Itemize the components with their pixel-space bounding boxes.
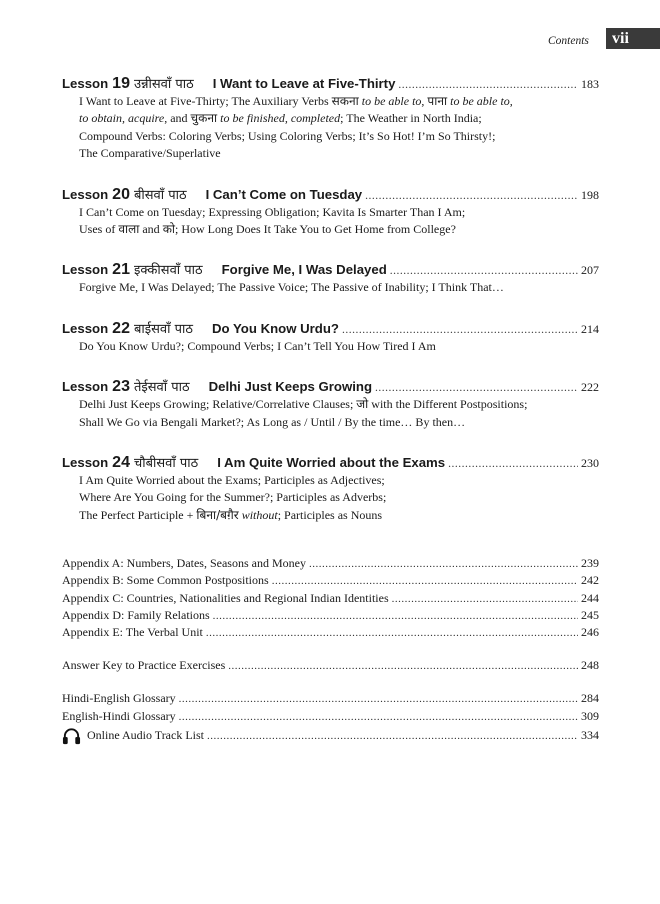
lesson-topics — [79, 396, 599, 431]
topic-text: I Am Quite Worried about the Exams; Participles as Adjectives; — [79, 473, 385, 488]
entry-label: Hindi-English Glossary — [62, 691, 176, 706]
lesson-list — [62, 74, 599, 524]
lesson-entry — [62, 453, 599, 524]
topic-text: with the Different Postpositions; — [368, 397, 528, 412]
lesson-topics — [79, 279, 599, 296]
topic-text: Do You Know Urdu?; Compound Verbs; I Can’t Tell You How Tired I Am — [79, 338, 436, 353]
lesson-page: 214 — [581, 321, 599, 336]
entry-label: Appendix E: The Verbal Unit — [62, 625, 203, 640]
page-number: vii — [606, 28, 660, 49]
lesson-title: I Can’t Come on Tuesday — [205, 186, 363, 202]
gloss: to be able to — [358, 94, 422, 108]
lesson-page: 222 — [581, 380, 599, 395]
hindi-term: बिना/बग़ैर — [196, 507, 239, 522]
topic-line — [79, 338, 599, 355]
lesson-number: 19 — [112, 75, 130, 92]
gloss: to obtain, acquire — [79, 111, 165, 126]
lesson-page: 183 — [581, 77, 599, 91]
lesson-entry — [62, 74, 599, 163]
toc-entry-glossary[interactable] — [62, 709, 599, 726]
entry-label: Appendix A: Numbers, Dates, Seasons and Money — [62, 556, 306, 571]
entry-label: Appendix D: Family Relations — [62, 607, 210, 622]
lesson-hindi-title: बाईसवाँ पाठ — [133, 321, 193, 337]
entry-label: English-Hindi Glossary — [62, 708, 176, 723]
headphones-icon — [62, 727, 81, 745]
topic-line — [79, 145, 599, 162]
lesson-page: 198 — [581, 187, 599, 202]
entry-page: 284 — [581, 691, 599, 706]
toc-entry-appendix[interactable] — [62, 608, 599, 625]
lesson-word: Lesson — [62, 186, 109, 202]
lesson-hindi-title: उन्नीसवाँ पाठ — [133, 77, 194, 92]
entry-page: 334 — [581, 728, 599, 743]
toc-entry-appendix[interactable] — [62, 556, 599, 573]
entry-page: 245 — [581, 607, 599, 622]
topic-text: ; How Long Does It Take You to Get Home from College? — [175, 222, 456, 237]
topic-text: Where Are You Going for the Summer?; Participles as Adverbs; — [79, 490, 387, 505]
topic-line — [79, 396, 599, 413]
topic-text: ; Participles as Nouns — [277, 507, 383, 522]
entry-label: Appendix C: Countries, Nationalities and Regional Indian Identities — [62, 590, 389, 605]
lesson-word: Lesson — [62, 262, 109, 278]
toc-entry-answer-key[interactable] — [62, 658, 599, 675]
topic-text: Forgive Me, I Was Delayed; The Passive Voice; The Passive of Inability; I Think That… — [79, 280, 504, 295]
lesson-number: 21 — [112, 261, 130, 279]
entry-page: 244 — [581, 590, 599, 605]
appendix-list — [62, 556, 599, 642]
hindi-term: को — [162, 222, 176, 237]
lesson-number: 20 — [112, 185, 130, 203]
hindi-term: जो — [356, 397, 369, 412]
topic-line — [79, 414, 599, 431]
lesson-number: 24 — [112, 454, 130, 472]
lesson-heading[interactable] — [62, 453, 599, 472]
lesson-hindi-title: बीसवाँ पाठ — [133, 187, 187, 203]
topic-text: , and — [164, 111, 191, 126]
hindi-term: पाना — [427, 94, 448, 108]
topic-text: I Can’t Come on Tuesday; Expressing Obligation; Kavita Is Smarter Than I Am; — [79, 204, 466, 219]
topic-text: ; The Weather in North India; — [340, 111, 482, 126]
lesson-title: I Am Quite Worried about the Exams — [217, 455, 446, 471]
hindi-term: चुकना — [190, 111, 218, 126]
glossary-list — [62, 691, 599, 725]
gloss: without — [238, 507, 278, 522]
lesson-title: I Want to Leave at Five-Thirty — [212, 76, 396, 91]
lesson-heading[interactable] — [62, 260, 599, 279]
lesson-page: 230 — [581, 456, 599, 471]
topic-text: Compound Verbs: Coloring Verbs; Using Coloring Verbs; It’s So Hot! I’m So Thirsty!; — [79, 128, 496, 143]
lesson-heading[interactable] — [62, 319, 599, 338]
topic-text: Uses of — [79, 222, 119, 237]
lesson-entry — [62, 260, 599, 296]
topic-line — [79, 110, 599, 127]
entry-page: 309 — [581, 708, 599, 723]
entry-label: Appendix B: Some Common Postpositions — [62, 573, 269, 588]
hindi-term: सकना — [331, 94, 359, 108]
topic-line — [79, 221, 599, 238]
entry-page: 239 — [581, 556, 599, 571]
gloss: to be able to, — [447, 94, 513, 108]
topic-line — [79, 507, 599, 524]
lesson-title: Forgive Me, I Was Delayed — [221, 262, 387, 278]
toc-entry-appendix[interactable] — [62, 625, 599, 642]
toc-entry-appendix[interactable] — [62, 591, 599, 608]
entry-label: Answer Key to Practice Exercises — [62, 658, 226, 673]
lesson-number: 22 — [112, 319, 130, 337]
entry-page: 246 — [581, 625, 599, 640]
topic-line — [79, 279, 599, 296]
topic-text: and — [139, 222, 163, 237]
lesson-heading[interactable] — [62, 185, 599, 204]
gloss: to be finished, completed — [217, 111, 341, 126]
toc-entry-appendix[interactable] — [62, 573, 599, 590]
topic-text: Shall We Go via Bengali Market?; As Long as / Until / By the time… By then… — [79, 414, 466, 429]
toc-entry-audio[interactable] — [62, 726, 599, 746]
lesson-entry — [62, 319, 599, 355]
entry-page: 242 — [581, 573, 599, 588]
entry-page: 248 — [581, 658, 599, 673]
topic-line — [79, 489, 599, 506]
topic-text: , — [421, 94, 428, 108]
topic-line — [79, 204, 599, 221]
lesson-title: Delhi Just Keeps Growing — [208, 379, 373, 395]
lesson-topics — [79, 204, 599, 239]
table-of-contents — [62, 74, 599, 746]
lesson-hindi-title: इक्कीसवाँ पाठ — [133, 263, 203, 279]
topic-text: I Want to Leave at Five-Thirty; The Auxiliary Verbs — [79, 94, 332, 108]
lesson-word: Lesson — [62, 320, 109, 336]
lesson-topics — [79, 338, 599, 355]
topic-line — [79, 472, 599, 489]
lesson-title: Do You Know Urdu? — [211, 320, 339, 336]
lesson-page: 207 — [581, 263, 599, 278]
running-header-section: Contents — [548, 35, 589, 47]
lesson-word: Lesson — [62, 76, 109, 91]
lesson-topics — [79, 93, 599, 163]
lesson-hindi-title: तेईसवाँ पाठ — [133, 380, 190, 396]
lesson-number: 23 — [112, 378, 130, 396]
topic-line — [79, 93, 599, 110]
lesson-entry — [62, 185, 599, 239]
lesson-heading[interactable] — [62, 74, 599, 93]
lesson-entry — [62, 377, 599, 431]
lesson-word: Lesson — [62, 455, 109, 471]
lesson-heading[interactable] — [62, 377, 599, 396]
lesson-word: Lesson — [62, 379, 109, 395]
toc-entry-glossary[interactable] — [62, 691, 599, 708]
lesson-topics — [79, 472, 599, 524]
topic-text: Delhi Just Keeps Growing; Relative/Correlative Clauses; — [79, 397, 357, 412]
topic-line — [79, 128, 599, 145]
lesson-hindi-title: चौबीसवाँ पाठ — [133, 456, 199, 472]
topic-text: The Perfect Participle + — [79, 507, 197, 522]
entry-label: Online Audio Track List — [87, 728, 205, 743]
topic-text: The Comparative/Superlative — [79, 146, 221, 161]
hindi-term: वाला — [118, 222, 140, 237]
